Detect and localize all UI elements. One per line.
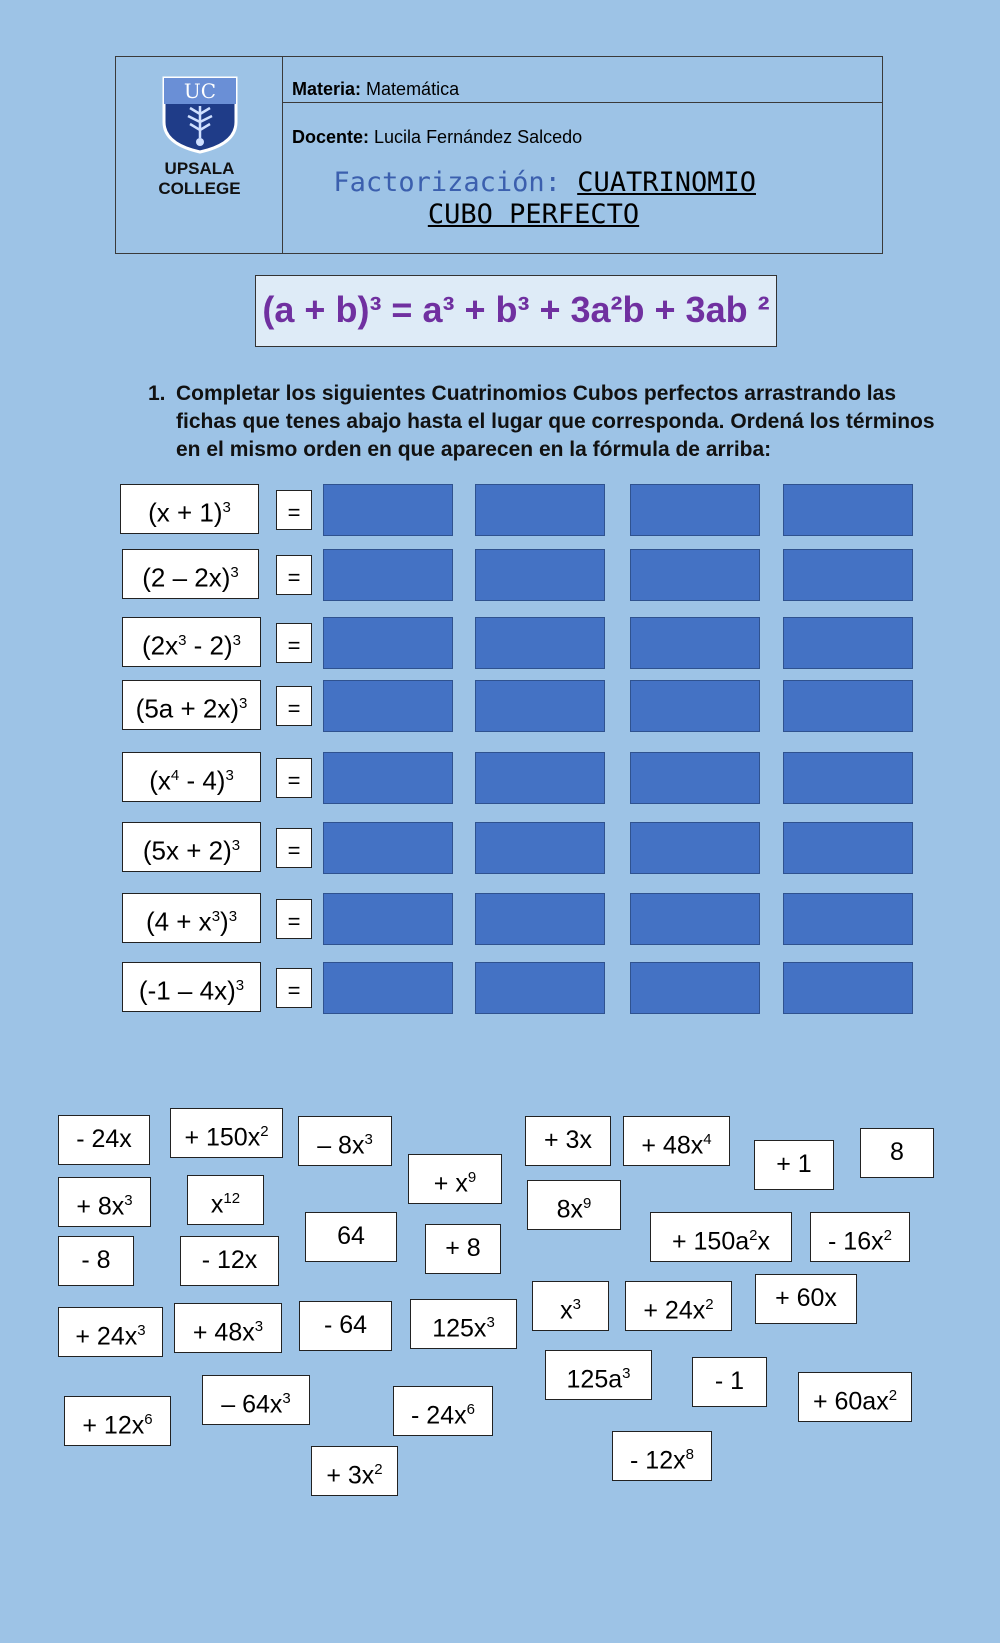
answer-tile[interactable]: + $x^9$: [408, 1154, 502, 1204]
materia-value: Matemática: [366, 79, 460, 99]
answer-tile[interactable]: $125x^3$: [410, 1299, 517, 1349]
drop-slot[interactable]: [783, 893, 913, 945]
answer-tile[interactable]: - $12x^8$: [612, 1431, 712, 1481]
docente-value: Lucila Fernández Salcedo: [374, 127, 583, 147]
answer-tile[interactable]: + $3x^2$: [311, 1446, 398, 1496]
answer-tile[interactable]: + 3x: [525, 1116, 611, 1166]
svg-text:UC: UC: [183, 79, 217, 103]
materia-row: [292, 79, 459, 100]
answer-tile[interactable]: 64: [305, 1212, 397, 1262]
drop-slot[interactable]: [630, 617, 760, 669]
drop-slot[interactable]: [475, 680, 605, 732]
answer-tile[interactable]: + $48x^4$: [623, 1116, 730, 1166]
answer-tile[interactable]: + 8: [425, 1224, 501, 1274]
answer-tile[interactable]: + $24x^3$: [58, 1307, 163, 1357]
drop-slot[interactable]: [475, 822, 605, 874]
page-title: [281, 167, 756, 231]
drop-slot[interactable]: [323, 680, 453, 732]
equals-sign: =: [276, 968, 312, 1008]
exercise-expression: $(5x + 2)^3$: [122, 822, 261, 872]
answer-tile[interactable]: – $64x^3$: [202, 1375, 310, 1425]
drop-slot[interactable]: [323, 752, 453, 804]
drop-slot[interactable]: [630, 549, 760, 601]
equals-sign: =: [276, 899, 312, 939]
answer-tile[interactable]: + 60x: [755, 1274, 857, 1324]
drop-slot[interactable]: [323, 822, 453, 874]
equals-sign: =: [276, 623, 312, 663]
exercise-expression: (2 – 2x)$^3$: [122, 549, 259, 599]
equals-sign: =: [276, 828, 312, 868]
title-part-1: Factorización:: [333, 167, 561, 198]
answer-tile[interactable]: - 8: [58, 1236, 134, 1286]
answer-tile[interactable]: + 1: [754, 1140, 834, 1190]
answer-tile[interactable]: + $8x^3$: [58, 1177, 151, 1227]
drop-slot[interactable]: [783, 822, 913, 874]
drop-slot[interactable]: [783, 752, 913, 804]
exercise-expression: $(x^4 - 4)^3$: [122, 752, 261, 802]
drop-slot[interactable]: [323, 617, 453, 669]
instruction-text: Completar los siguientes Cuatrinomios Cubos perfectos arrastrando las fichas que tenes abajo hasta el lugar que corresponda. Ordená los términos en el mismo orden en que aparecen en la fórmula de arriba:: [176, 382, 935, 461]
answer-tile[interactable]: - $16x^2$: [810, 1212, 910, 1262]
answer-tile[interactable]: + $60ax^2$: [798, 1372, 912, 1422]
drop-slot[interactable]: [323, 893, 453, 945]
college-line-1: UPSALA: [164, 159, 235, 178]
drop-slot[interactable]: [475, 484, 605, 536]
drop-slot[interactable]: [783, 617, 913, 669]
divider: [283, 102, 882, 103]
answer-tile[interactable]: $125a^3$: [545, 1350, 652, 1400]
drop-slot[interactable]: [783, 549, 913, 601]
answer-tile[interactable]: - $24x^6$: [393, 1386, 493, 1436]
drop-slot[interactable]: [630, 962, 760, 1014]
exercise-expression: $(2x^3 - 2)^3$: [122, 617, 261, 667]
title-part-2: CUATRINOMIO: [577, 167, 756, 198]
equals-sign: =: [276, 758, 312, 798]
drop-slot[interactable]: [475, 549, 605, 601]
drop-slot[interactable]: [783, 680, 913, 732]
drop-slot[interactable]: [630, 822, 760, 874]
docente-label: Docente:: [292, 127, 370, 147]
answer-tile[interactable]: - 64: [299, 1301, 392, 1351]
drop-slot[interactable]: [475, 962, 605, 1014]
drop-slot[interactable]: [630, 484, 760, 536]
answer-tile[interactable]: - 24x: [58, 1115, 150, 1165]
answer-tile[interactable]: $8x^9$: [527, 1180, 621, 1230]
exercise-expression: $(x + 1)^3$: [120, 484, 259, 534]
answer-tile[interactable]: $x^3$: [532, 1281, 609, 1331]
college-crest-logo: [160, 74, 240, 154]
materia-label: Materia:: [292, 79, 362, 99]
answer-tile[interactable]: + $24x^2$: [625, 1281, 732, 1331]
drop-slot[interactable]: [630, 893, 760, 945]
title-part-3: CUBO PERFECTO: [427, 199, 640, 230]
drop-slot[interactable]: [323, 962, 453, 1014]
answer-tile[interactable]: + $12x^6$: [64, 1396, 171, 1446]
answer-tile[interactable]: + $48x^3$: [174, 1303, 282, 1353]
answer-tile[interactable]: - 12x: [180, 1236, 279, 1286]
drop-slot[interactable]: [475, 617, 605, 669]
answer-tile[interactable]: - 1: [692, 1357, 767, 1407]
docente-row: [292, 127, 582, 148]
drop-slot[interactable]: [630, 680, 760, 732]
exercise-expression: (-1 – 4x)$^3$: [122, 962, 261, 1012]
formula-text: (a + b)³ = a³ + b³ + 3a²b + 3ab ²: [262, 289, 770, 330]
drop-slot[interactable]: [783, 484, 913, 536]
drop-slot[interactable]: [323, 484, 453, 536]
exercise-expression: $(5a + 2x)^3$: [122, 680, 261, 730]
answer-tile[interactable]: $x^{12}$: [187, 1175, 264, 1225]
answer-tile[interactable]: + $150x^2$: [170, 1108, 283, 1158]
header-box: [115, 56, 883, 254]
answer-tile[interactable]: – $8x^3$: [298, 1116, 392, 1166]
drop-slot[interactable]: [475, 893, 605, 945]
equals-sign: =: [276, 490, 312, 530]
equals-sign: =: [276, 686, 312, 726]
drop-slot[interactable]: [783, 962, 913, 1014]
college-cell: [116, 57, 283, 253]
answer-tile[interactable]: + $150a^2x$: [650, 1212, 792, 1262]
drop-slot[interactable]: [323, 549, 453, 601]
drop-slot[interactable]: [475, 752, 605, 804]
college-name: [116, 159, 283, 199]
equals-sign: =: [276, 555, 312, 595]
instruction-number: 1.: [148, 382, 166, 405]
formula-box: [255, 275, 777, 347]
college-line-2: COLLEGE: [158, 179, 241, 198]
exercise-expression: $(4 + x^3)^3$: [122, 893, 261, 943]
drop-slot[interactable]: [630, 752, 760, 804]
answer-tile[interactable]: 8: [860, 1128, 934, 1178]
